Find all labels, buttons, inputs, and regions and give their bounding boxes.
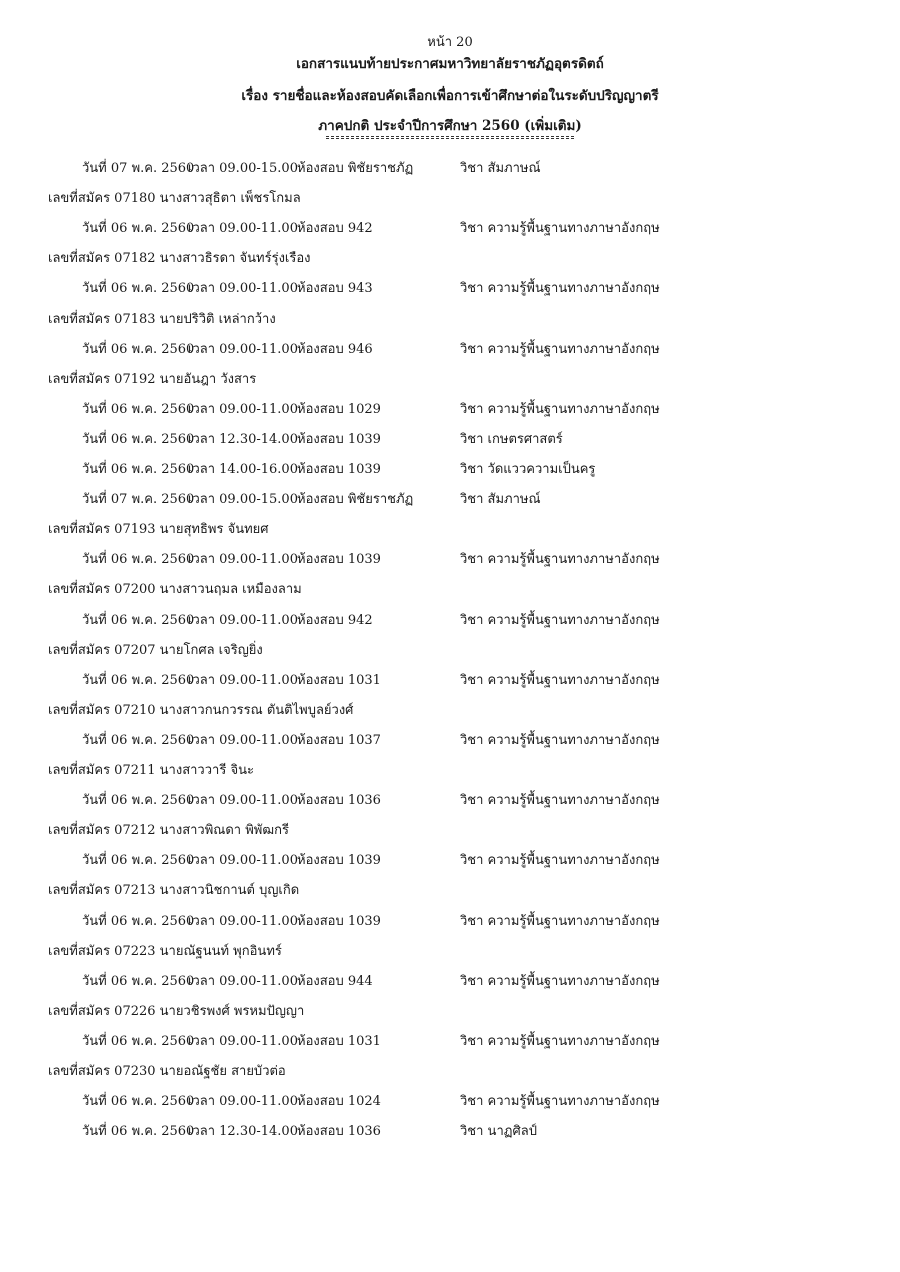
exam-date: วันที่ 06 พ.ค. 2560 [82, 1034, 195, 1049]
exam-time: เวลา 09.00-11.00 [188, 402, 298, 417]
applicant-line: เลขที่สมัคร 07182 นางสาวธิรดา จันทร์รุ่งเรือง [48, 251, 311, 266]
exam-subject: วิชา ความรู้พื้นฐานทางภาษาอังกฤษ [460, 914, 660, 929]
exam-subject: วิชา ความรู้พื้นฐานทางภาษาอังกฤษ [460, 613, 660, 628]
exam-subject: วิชา เกษตรศาสตร์ [460, 432, 563, 447]
exam-room: ห้องสอบ 1039 [297, 914, 381, 929]
title-divider [326, 136, 574, 139]
exam-room: ห้องสอบ 1036 [297, 1124, 381, 1139]
exam-schedule-line [0, 157, 900, 175]
exam-subject: วิชา ความรู้พื้นฐานทางภาษาอังกฤษ [460, 733, 660, 748]
exam-subject: วิชา ความรู้พื้นฐานทางภาษาอังกฤษ [460, 673, 660, 688]
exam-schedule-line [0, 428, 900, 446]
exam-room: ห้องสอบ 1036 [297, 793, 381, 808]
exam-schedule-line [0, 277, 900, 295]
exam-schedule-line [0, 729, 900, 747]
exam-date: วันที่ 06 พ.ค. 2560 [82, 432, 195, 447]
exam-subject: วิชา ความรู้พื้นฐานทางภาษาอังกฤษ [460, 552, 660, 567]
exam-date: วันที่ 07 พ.ค. 2560 [82, 161, 195, 176]
exam-time: เวลา 09.00-11.00 [188, 342, 298, 357]
exam-schedule-line [0, 669, 900, 687]
exam-date: วันที่ 06 พ.ค. 2560 [82, 1094, 195, 1109]
exam-date: วันที่ 06 พ.ค. 2560 [82, 402, 195, 417]
exam-schedule-line [0, 910, 900, 928]
exam-subject: วิชา ความรู้พื้นฐานทางภาษาอังกฤษ [460, 974, 660, 989]
exam-time: เวลา 09.00-11.00 [188, 673, 298, 688]
exam-schedule-line [0, 398, 900, 416]
exam-room: ห้องสอบ 1039 [297, 552, 381, 567]
exam-room: ห้องสอบ 1024 [297, 1094, 381, 1109]
exam-subject: วิชา ความรู้พื้นฐานทางภาษาอังกฤษ [460, 221, 660, 236]
exam-time: เวลา 09.00-11.00 [188, 793, 298, 808]
exam-date: วันที่ 06 พ.ค. 2560 [82, 733, 195, 748]
exam-room: ห้องสอบ 1037 [297, 733, 381, 748]
exam-room: ห้องสอบ 946 [297, 342, 373, 357]
applicant-line: เลขที่สมัคร 07183 นายปริวิติ เหล่ากว้าง [48, 312, 276, 327]
exam-time: เวลา 12.30-14.00 [188, 1124, 298, 1139]
exam-subject: วิชา ความรู้พื้นฐานทางภาษาอังกฤษ [460, 402, 660, 417]
exam-date: วันที่ 06 พ.ค. 2560 [82, 462, 195, 477]
exam-schedule-line [0, 548, 900, 566]
exam-room: ห้องสอบ 943 [297, 281, 373, 296]
exam-subject: วิชา ความรู้พื้นฐานทางภาษาอังกฤษ [460, 793, 660, 808]
exam-room: ห้องสอบ พิชัยราชภัฏ [297, 492, 414, 507]
exam-date: วันที่ 06 พ.ค. 2560 [82, 613, 195, 628]
exam-date: วันที่ 06 พ.ค. 2560 [82, 853, 195, 868]
applicant-line: เลขที่สมัคร 07200 นางสาวนฤมล เหมืองลาม [48, 582, 302, 597]
exam-schedule-line [0, 338, 900, 356]
applicant-line: เลขที่สมัคร 07210 นางสาวกนกวรรณ ตันติไพบูลย์วงศ์ [48, 703, 354, 718]
exam-schedule-line [0, 217, 900, 235]
exam-subject: วิชา สัมภาษณ์ [460, 492, 541, 507]
exam-date: วันที่ 07 พ.ค. 2560 [82, 492, 195, 507]
exam-schedule-line [0, 609, 900, 627]
exam-schedule-line [0, 458, 900, 476]
exam-time: เวลา 09.00-11.00 [188, 281, 298, 296]
exam-room: ห้องสอบ 1039 [297, 432, 381, 447]
applicant-line: เลขที่สมัคร 07212 นางสาวพิณดา พิพัฒกรี [48, 823, 289, 838]
document-term: ภาคปกติ ประจำปีการศึกษา 2560 (เพิ่มเติม) [318, 118, 582, 134]
exam-schedule-line [0, 1120, 900, 1138]
exam-subject: วิชา นาฏศิลป์ [460, 1124, 537, 1139]
exam-time: เวลา 14.00-16.00 [188, 462, 298, 477]
exam-room: ห้องสอบ 942 [297, 613, 373, 628]
exam-schedule-line [0, 1030, 900, 1048]
applicant-line: เลขที่สมัคร 07211 นางสาววารี จินะ [48, 763, 254, 778]
exam-date: วันที่ 06 พ.ค. 2560 [82, 914, 195, 929]
exam-room: ห้องสอบ 944 [297, 974, 373, 989]
exam-room: ห้องสอบ 1031 [297, 673, 381, 688]
exam-subject: วิชา สัมภาษณ์ [460, 161, 541, 176]
exam-schedule-line [0, 488, 900, 506]
applicant-line: เลขที่สมัคร 07213 นางสาวนิชกานต์ บุญเกิด [48, 883, 300, 898]
exam-room: ห้องสอบ 942 [297, 221, 373, 236]
exam-room: ห้องสอบ 1039 [297, 853, 381, 868]
exam-time: เวลา 09.00-11.00 [188, 853, 298, 868]
exam-date: วันที่ 06 พ.ค. 2560 [82, 552, 195, 567]
applicant-line: เลขที่สมัคร 07192 นายอันฎา วังสาร [48, 372, 257, 387]
exam-room: ห้องสอบ 1029 [297, 402, 381, 417]
exam-room: ห้องสอบ 1039 [297, 462, 381, 477]
exam-subject: วิชา ความรู้พื้นฐานทางภาษาอังกฤษ [460, 1094, 660, 1109]
exam-date: วันที่ 06 พ.ค. 2560 [82, 342, 195, 357]
exam-date: วันที่ 06 พ.ค. 2560 [82, 1124, 195, 1139]
exam-time: เวลา 09.00-11.00 [188, 552, 298, 567]
exam-subject: วิชา ความรู้พื้นฐานทางภาษาอังกฤษ [460, 1034, 660, 1049]
exam-date: วันที่ 06 พ.ค. 2560 [82, 793, 195, 808]
document-title: เอกสารแนบท้ายประกาศมหาวิทยาลัยราชภัฏอุตรดิตถ์ [296, 56, 604, 72]
applicant-line: เลขที่สมัคร 07230 นายอณัฐชัย สายบัวต่อ [48, 1064, 286, 1079]
applicant-line: เลขที่สมัคร 07193 นายสุทธิพร จันทยศ [48, 522, 269, 537]
applicant-line: เลขที่สมัคร 07223 นายณัฐนนท์ พุกอินทร์ [48, 944, 282, 959]
page-number: หน้า 20 [427, 35, 473, 50]
exam-date: วันที่ 06 พ.ค. 2560 [82, 673, 195, 688]
exam-room: ห้องสอบ 1031 [297, 1034, 381, 1049]
exam-time: เวลา 09.00-11.00 [188, 733, 298, 748]
applicant-line: เลขที่สมัคร 07180 นางสาวสุธิตา เพ็ชรโกมล [48, 191, 301, 206]
exam-time: เวลา 09.00-11.00 [188, 613, 298, 628]
exam-schedule-line [0, 789, 900, 807]
applicant-line: เลขที่สมัคร 07207 นายโกศล เจริญยิ่ง [48, 643, 263, 658]
exam-date: วันที่ 06 พ.ค. 2560 [82, 281, 195, 296]
exam-time: เวลา 09.00-11.00 [188, 914, 298, 929]
exam-time: เวลา 09.00-11.00 [188, 1034, 298, 1049]
exam-subject: วิชา ความรู้พื้นฐานทางภาษาอังกฤษ [460, 342, 660, 357]
exam-time: เวลา 09.00-15.00 [188, 492, 298, 507]
exam-time: เวลา 09.00-11.00 [188, 221, 298, 236]
exam-room: ห้องสอบ พิชัยราชภัฏ [297, 161, 414, 176]
document-subject: เรื่อง รายชื่อและห้องสอบคัดเลือกเพื่อการเข้าศึกษาต่อในระดับปริญญาตรี [241, 88, 659, 104]
applicant-line: เลขที่สมัคร 07226 นายวชิรพงศ์ พรหมปัญญา [48, 1004, 305, 1019]
exam-schedule-line [0, 849, 900, 867]
exam-time: เวลา 09.00-11.00 [188, 974, 298, 989]
exam-subject: วิชา วัดแววความเป็นครู [460, 462, 596, 477]
exam-subject: วิชา ความรู้พื้นฐานทางภาษาอังกฤษ [460, 281, 660, 296]
exam-subject: วิชา ความรู้พื้นฐานทางภาษาอังกฤษ [460, 853, 660, 868]
exam-date: วันที่ 06 พ.ค. 2560 [82, 974, 195, 989]
exam-schedule-line [0, 1090, 900, 1108]
exam-schedule-line [0, 970, 900, 988]
exam-time: เวลา 12.30-14.00 [188, 432, 298, 447]
exam-time: เวลา 09.00-11.00 [188, 1094, 298, 1109]
exam-time: เวลา 09.00-15.00 [188, 161, 298, 176]
exam-date: วันที่ 06 พ.ค. 2560 [82, 221, 195, 236]
